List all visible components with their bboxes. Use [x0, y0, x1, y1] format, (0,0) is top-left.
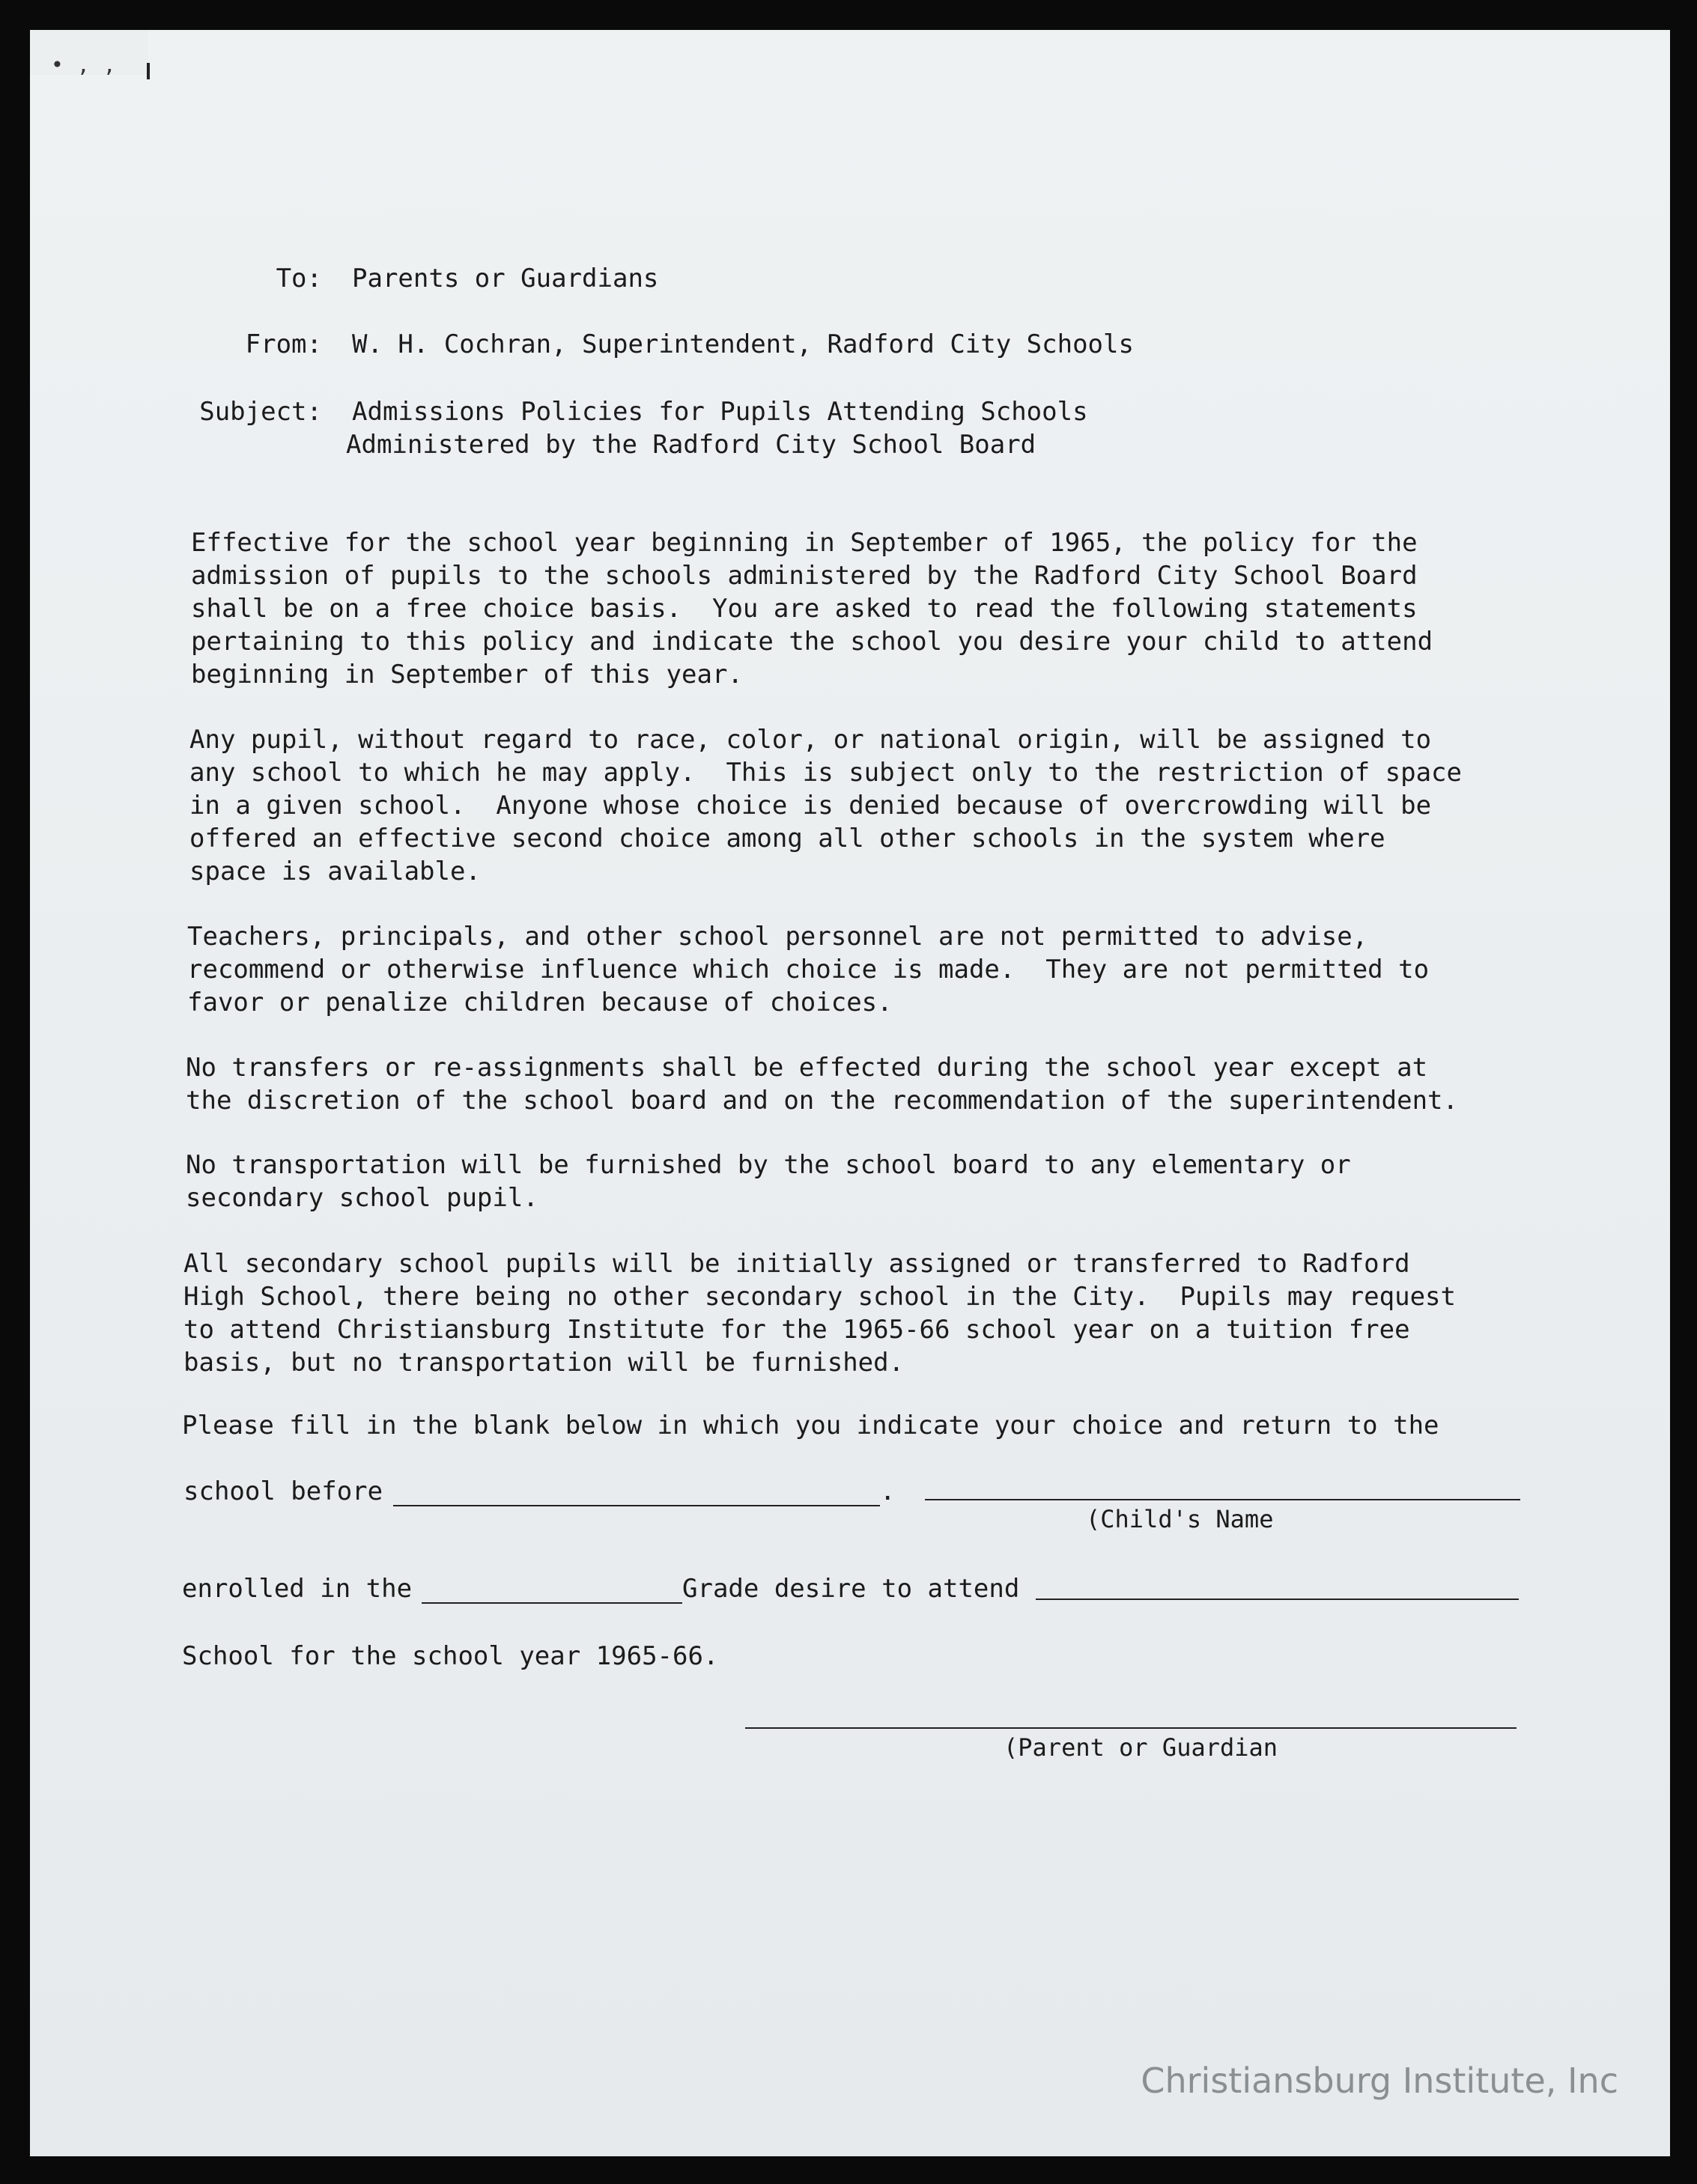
to-value: Parents or Guardians: [352, 264, 659, 293]
form-instruction: Please fill in the blank below in which you indicate your choice and return to the: [182, 1411, 1439, 1441]
paragraph-line: offered an effective second choice among all other schools in the system where: [189, 824, 1385, 854]
paragraph-line: admission of pupils to the schools administered by the Radford City School Board: [191, 561, 1418, 591]
paragraph-line: shall be on a free choice basis. You are asked to read the following statements: [191, 594, 1418, 624]
paragraph-line: No transportation will be furnished by the school board to any elementary or: [186, 1150, 1351, 1180]
to-label: To:: [276, 264, 322, 293]
parent-signature-line[interactable]: [745, 1727, 1517, 1729]
paragraph-line: All secondary school pupils will be initially assigned or transferred to Radford: [183, 1249, 1410, 1279]
punch-marks: •,,: [51, 52, 130, 77]
paragraph-transportation: [186, 1149, 1549, 1214]
paragraph-line: pertaining to this policy and indicate the school you desire your child to attend: [191, 627, 1433, 657]
grade-desire-label: Grade desire to attend: [682, 1574, 1020, 1604]
paragraph-line: to attend Christiansburg Institute for the 1965-66 school year on a tuition free: [183, 1315, 1410, 1345]
child-name-blank-line[interactable]: [925, 1499, 1520, 1500]
date-blank-line[interactable]: [393, 1505, 880, 1506]
period-mark: .: [880, 1476, 896, 1506]
paragraph-line: the discretion of the school board and on the recommendation of the superintendent.: [186, 1086, 1458, 1116]
watermark: Christiansburg Institute, Inc: [1141, 2060, 1618, 2101]
paragraph-line: secondary school pupil.: [186, 1183, 538, 1213]
paragraph-personnel: [187, 920, 1550, 1019]
paragraph-line: Effective for the school year beginning in September of 1965, the policy for the: [191, 528, 1418, 558]
subject-line-2: Administered by the Radford City School Board: [346, 430, 1036, 460]
from-label: From:: [245, 329, 322, 359]
paragraph-line: beginning in September of this year.: [191, 660, 743, 690]
paragraph-line: Teachers, principals, and other school personnel are not permitted to advise,: [187, 922, 1368, 952]
paragraph-line: No transfers or re-assignments shall be effected during the school year except at: [186, 1053, 1428, 1083]
paragraph-line: space is available.: [189, 857, 481, 886]
paragraph-line: favor or penalize children because of choices.: [187, 988, 893, 1018]
school-before-label: school before: [183, 1476, 383, 1506]
paragraph-line: in a given school. Anyone whose choice is denied because of overcrowding will be: [189, 791, 1432, 821]
paragraph-line: High School, there being no other secondary school in the City. Pupils may request: [183, 1282, 1456, 1312]
subject-label: Subject:: [199, 397, 322, 427]
school-year-text: School for the school year 1965-66.: [182, 1641, 719, 1671]
parent-guardian-caption: (Parent or Guardian: [1004, 1733, 1278, 1762]
paragraph-line: Any pupil, without regard to race, color, or national origin, will be assigned to: [189, 725, 1432, 755]
from-value: W. H. Cochran, Superintendent, Radford City Schools: [352, 329, 1134, 359]
grade-blank-line[interactable]: [422, 1602, 682, 1604]
enrolled-label: enrolled in the: [182, 1574, 413, 1604]
paragraph-free-choice: [191, 526, 1554, 691]
subject-line-1: Admissions Policies for Pupils Attending Schools: [352, 397, 1088, 427]
child-name-caption: (Child's Name: [1086, 1505, 1274, 1533]
paragraph-transfers: [186, 1051, 1549, 1117]
paragraph-line: recommend or otherwise influence which choice is made. They are not permitted to: [187, 955, 1430, 985]
school-choice-blank-line[interactable]: [1036, 1599, 1519, 1600]
paragraph-line: any school to which he may apply. This is subject only to the restriction of space: [189, 758, 1462, 788]
paragraph-line: basis, but no transportation will be furnished.: [183, 1348, 905, 1378]
paragraph-secondary: [183, 1247, 1546, 1379]
paragraph-assignment: [189, 723, 1552, 888]
